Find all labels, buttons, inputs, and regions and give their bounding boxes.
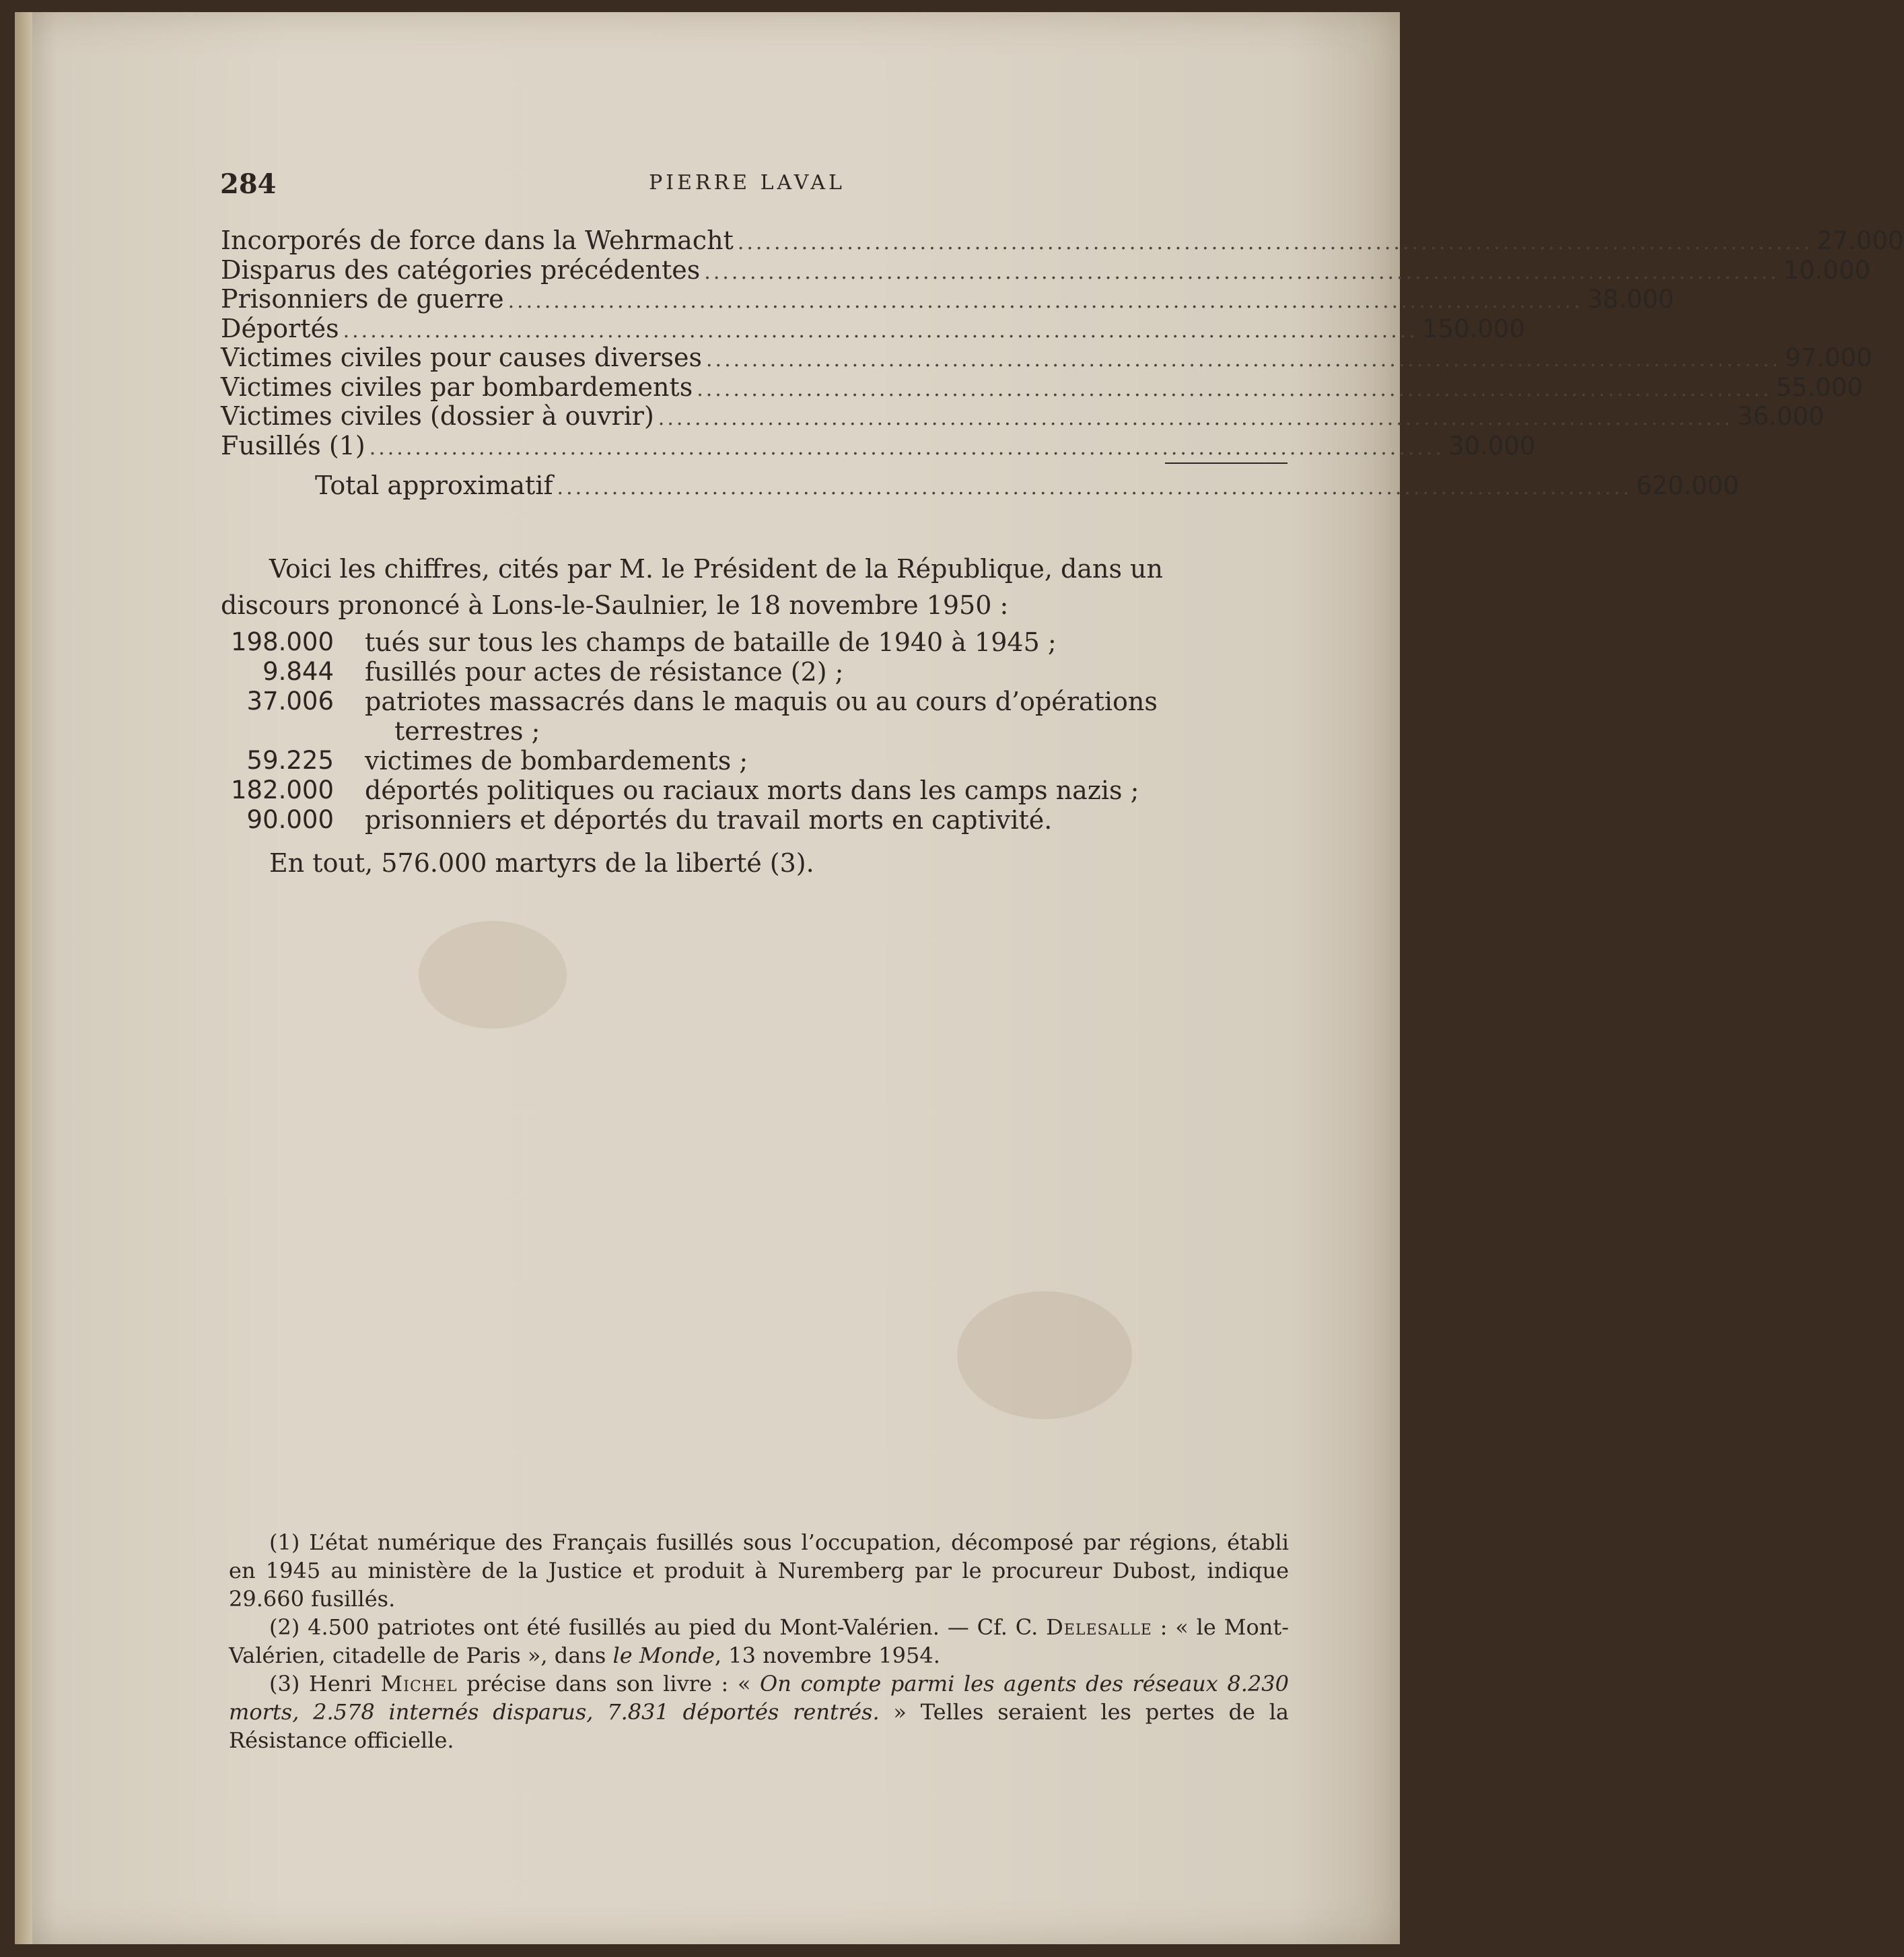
row-value: 27.000 [1817, 226, 1904, 255]
row-value: 55.000 [1775, 372, 1863, 402]
row-label: Victimes civiles (dossier à ouvrir) [221, 401, 654, 431]
figure-number: 182.000 [230, 776, 334, 804]
intro-paragraph [221, 551, 1288, 623]
list-item [217, 776, 1287, 805]
footnote-2-author: Delesalle [1046, 1614, 1152, 1640]
figure-text: tués sur tous les champs de bataille de 1940 à 1945 ; [365, 627, 1057, 657]
page-number: 284 [220, 168, 277, 200]
table-row [221, 284, 1674, 314]
dot-leader: ...................................................................................................................... [737, 231, 1813, 254]
dot-leader: ...................................................................................................................... [704, 260, 1779, 284]
footnote-3-author: Michel [380, 1671, 458, 1696]
dot-leader: ...................................................................................................................... [507, 289, 1583, 313]
row-label: Incorporés de force dans la Wehrmacht [221, 226, 734, 255]
page-edge [15, 12, 32, 1944]
footnotes [229, 1528, 1289, 1754]
footnote-3-text: précise dans son livre : « [457, 1671, 761, 1696]
row-value: 10.000 [1783, 255, 1871, 285]
figure-number: 198.000 [230, 627, 334, 656]
footnote-2-text: (2) 4.500 patriotes ont été fusillés au pied du Mont-Valérien. — Cf. C. [269, 1614, 1047, 1640]
figure-text: patriotes massacrés dans le maquis ou au cours d’opérations [365, 687, 1158, 716]
table-row [221, 372, 1863, 402]
figure-text: déportés politiques ou raciaux morts dans les camps nazis ; [365, 776, 1139, 805]
row-value: 30.000 [1448, 431, 1536, 460]
intro-line-1: Voici les chiffres, cités par M. le Président de la République, dans un [269, 554, 1163, 584]
intro-line-2: discours prononcé à Lons-le-Saulnier, le 18 novembre 1950 : [221, 590, 1009, 620]
figure-number: 9.844 [262, 657, 334, 686]
dot-leader: ...................................................................................................................... [697, 377, 1772, 401]
footnote-3-text: » Telles seraient les pertes de la Résistance officielle. [229, 1699, 1290, 1753]
table-row [221, 226, 1904, 255]
row-label: Victimes civiles par bombardements [221, 372, 693, 402]
figure-number: 90.000 [246, 805, 334, 834]
paper-stain [419, 921, 567, 1029]
list-item [217, 657, 1287, 687]
row-label: Disparus des catégories précédentes [221, 254, 701, 285]
figure-text-continuation: terrestres ; [394, 716, 540, 746]
dot-leader: ...................................................................................................................... [557, 476, 1632, 500]
row-value: 150.000 [1421, 314, 1525, 343]
table-row [221, 430, 1536, 460]
row-label: Déportés [221, 313, 339, 343]
figure-text: victimes de bombardements ; [365, 746, 748, 776]
list-item [217, 746, 1287, 776]
row-label: Fusillés (1) [221, 430, 365, 460]
figure-text: prisonniers et déportés du travail morts en captivité. [365, 805, 1053, 835]
summary-line: En tout, 576.000 martyrs de la liberté (3). [269, 848, 814, 878]
dot-leader: ...................................................................................................................... [343, 318, 1418, 343]
list-item [217, 627, 1287, 657]
footnote-3-quote: On compte parmi les agents des réseaux 8.230 morts, 2.578 internés disparus, 7.831 déportés rentrés. [229, 1671, 1290, 1725]
list-item [217, 805, 1287, 835]
dot-leader: ...................................................................................................................... [369, 436, 1444, 460]
dot-leader: ...................................................................................................................... [706, 348, 1782, 372]
figure-number: 37.006 [246, 687, 334, 716]
figures-list [217, 627, 1287, 835]
footnote-1: (1) L’état numérique des Français fusillés sous l’occupation, décomposé par régions, établi en 1945 au ministère de la Justice et produit à Nuremberg par le procureur Dubost, indique 29.660 fusillés. [229, 1530, 1289, 1612]
footnote-2-text: : « le Mont-Valérien, citadelle de Paris », dans [229, 1614, 1290, 1668]
table-row [221, 401, 1825, 431]
casualty-table [221, 226, 1904, 500]
footnote-3-text: (3) Henri [269, 1671, 381, 1696]
figure-text-block [365, 687, 1287, 746]
figure-number: 59.225 [246, 746, 334, 775]
dot-leader: ...................................................................................................................... [658, 407, 1734, 430]
running-title: PIERRE LAVAL [649, 171, 845, 195]
row-label: Victimes civiles pour causes diverses [221, 343, 703, 372]
figure-text: fusillés pour actes de résistance (2) ; [365, 657, 844, 687]
table-row [221, 343, 1872, 372]
row-label: Prisonniers de guerre [221, 284, 504, 314]
total-row [221, 471, 1739, 500]
row-value: 97.000 [1785, 343, 1872, 372]
footnote-2-text: , 13 novembre 1954. [714, 1643, 940, 1668]
footnote-2-journal: le Monde [612, 1643, 715, 1668]
row-value: 36.000 [1737, 402, 1825, 431]
row-value: 38.000 [1586, 285, 1674, 314]
page-header [205, 167, 1289, 201]
footnote-2 [229, 1613, 1289, 1670]
table-row [221, 313, 1525, 343]
total-label: Total approximatif [315, 471, 553, 500]
total-value: 620.000 [1635, 471, 1739, 500]
paper-stain [957, 1291, 1132, 1419]
table-row [221, 254, 1871, 285]
list-item [217, 687, 1287, 746]
footnote-3 [229, 1670, 1289, 1754]
total-rule [1165, 462, 1288, 464]
